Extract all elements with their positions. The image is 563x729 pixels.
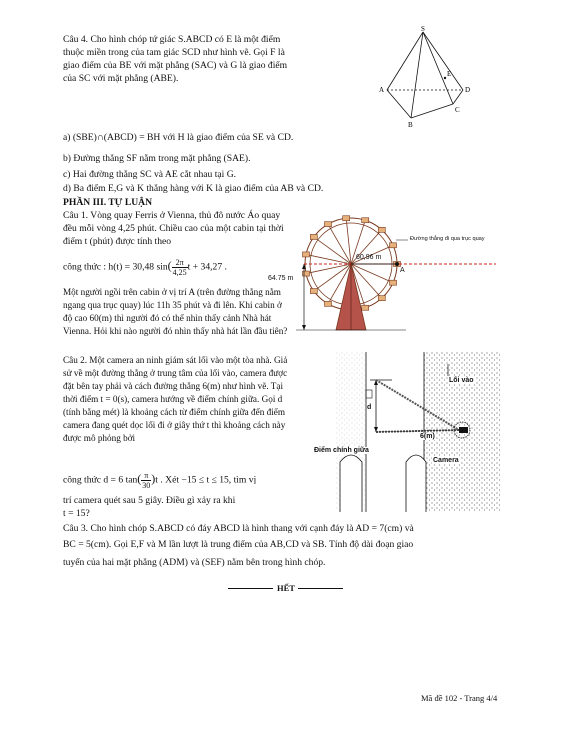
wheel-cabin — [310, 289, 317, 294]
wheel-cabin — [362, 218, 369, 223]
c2-frac-den: 30 — [142, 481, 151, 490]
c2-camera-label: Camera — [433, 457, 459, 464]
c1-frac-den: 4,25 — [172, 268, 187, 277]
q4-line2: thuộc miền trong của tam giác SCD như hình vẽ. Gọi F là — [63, 47, 285, 58]
label-A: A — [379, 86, 385, 94]
wheel-cabin — [325, 301, 332, 306]
c2-formula-post: t . Xét −15 ≤ t ≤ 15, tìm vị — [155, 474, 257, 486]
ferris-wheel-figure — [296, 212, 501, 342]
c1-point-A: A — [400, 267, 405, 274]
wheel-cabin — [378, 227, 385, 232]
c3-line2: BC = 5(cm). Gọi E,F và M lần lượt là trung điểm của AB,CD và SB. Tính độ dài đoạn giao — [63, 539, 414, 550]
wheel-spoke — [351, 264, 393, 283]
label-D: D — [465, 86, 471, 94]
c3-line1: Câu 3. Cho hình chóp S.ABCD có đáy ABCD là hình thang với cạnh đáy là AD = 7(cm) và — [63, 523, 414, 534]
c2-paragraph1: Câu 2. Một camera an ninh giám sát lối vào một tòa nhà. Giả sử về một đường thẳng ở trung tâm của lối vào, camera được đặt bên tay phải và cách đường thẳng 6(m) như hình vẽ. Tại thời điểm t = 0(s), camera hướng về điểm chính giữa. Gọi d (tính bằng mét) là khoảng cách từ điểm chính giữa đến điểm camera đang quét dọc lối đi ở giây thứ t thì khoảng cách này được mô phỏng bởi — [63, 355, 288, 443]
end-rule-right — [298, 588, 343, 589]
c1-paragraph2: Một người ngồi trên cabin ở vị trí A (trên đường thẳng nằm ngang qua trục quay) lúc 11h 35 phút và đi lên. Khi cabin ở độ cao 60(m) thì người đó có thể nhìn thấy cảnh Nhà hát Vienna. Hỏi khi nào người đó nhìn thấy nhà hát lần đầu tiên? — [63, 287, 288, 336]
c1-formula: công thức : h(t) = 30,48 sin( $\frac{2\pi}{4,25}$ t + 34,27 . — [63, 258, 227, 277]
label-E: E — [447, 70, 452, 78]
wheel-cabin — [390, 243, 397, 248]
q4-statement-d: d) Ba điểm E,G và K thẳng hàng với K là giao điểm của AB và CD. — [63, 183, 324, 194]
part3-heading: PHẦN III. TỰ LUẬN — [63, 197, 153, 208]
page-footer: Mã đề 102 - Trang 4/4 — [421, 693, 498, 703]
end-rule-left — [228, 588, 273, 589]
c3-line3: tuyến của hai mặt phẳng (ADM) và (SEF) nằm bên trong hình chóp. — [63, 557, 326, 568]
wheel-cabin — [325, 222, 332, 227]
wheel-cabin — [303, 271, 310, 276]
q4-line3: giao điểm của BE với mặt phẳng (SAC) và G là giao điểm — [63, 60, 288, 71]
c2-paragraph2: trí camera quét sau 5 giây. Điều gì xảy ra khi — [63, 495, 236, 506]
c2-d-label: d — [367, 404, 372, 411]
label-C: C — [455, 106, 460, 114]
c1-radius-label: 60,96 m — [356, 254, 382, 261]
q4-statement-a: a) (SBE)∩(ABCD) = BH với H là giao điểm của SE và CD. — [63, 132, 294, 143]
wheel-cabin — [303, 252, 310, 257]
label-B: B — [408, 121, 413, 129]
c1-axis-label: Đường thẳng đi qua trục quay — [410, 236, 485, 242]
wheel-cabin — [390, 280, 397, 285]
q4-line1: Câu 4. Cho hình chóp tứ giác S.ABCD có E là một điểm — [63, 34, 281, 45]
label-S: S — [421, 26, 425, 33]
c1-height-label: 64.75 m — [268, 275, 294, 282]
wheel-cabin — [362, 305, 369, 310]
c2-6m-label: 6(m) — [420, 433, 435, 440]
c2-entry-label: Lối vào — [449, 377, 474, 384]
pyramid-figure — [375, 26, 475, 131]
c2-center-label: Điểm chính giữa — [314, 447, 369, 454]
camera-figure — [336, 352, 500, 512]
c2-frac-num: π — [141, 471, 151, 481]
c1-frac-num: 2π — [172, 258, 188, 268]
q4-statement-c: c) Hai đường thẳng SC và AE cắt nhau tại G. — [63, 169, 237, 180]
c2-formula-pre: công thức d = 6 tan — [63, 474, 138, 486]
c2-paragraph3: t = 15? — [63, 508, 90, 519]
q4-line4: của SC với mặt phẳng (ABE). — [63, 73, 179, 84]
c1-formula-pre: công thức : h(t) = 30,48 sin — [63, 261, 168, 273]
q4-statement-b: b) Đường thẳng SF nằm trong mặt phẳng (SAE). — [63, 153, 251, 164]
c1-formula-post: t + 34,27 . — [187, 261, 227, 273]
end-marker: HẾT — [277, 583, 295, 593]
c2-formula: công thức d = 6 tan( $\frac{\pi}{30}$ )t . Xét −15 ≤ t ≤ 15, tìm vị — [63, 471, 257, 490]
wheel-cabin — [310, 234, 317, 239]
c1-paragraph1: Câu 1. Vòng quay Ferris ở Vienna, thủ đô nước Áo quay đều mỗi vòng 4,25 phút. Chiều cao của một cabin tại thời điểm t (phút) được tính theo — [63, 210, 284, 247]
wheel-cabin — [343, 216, 350, 221]
wheel-cabin — [378, 296, 385, 301]
